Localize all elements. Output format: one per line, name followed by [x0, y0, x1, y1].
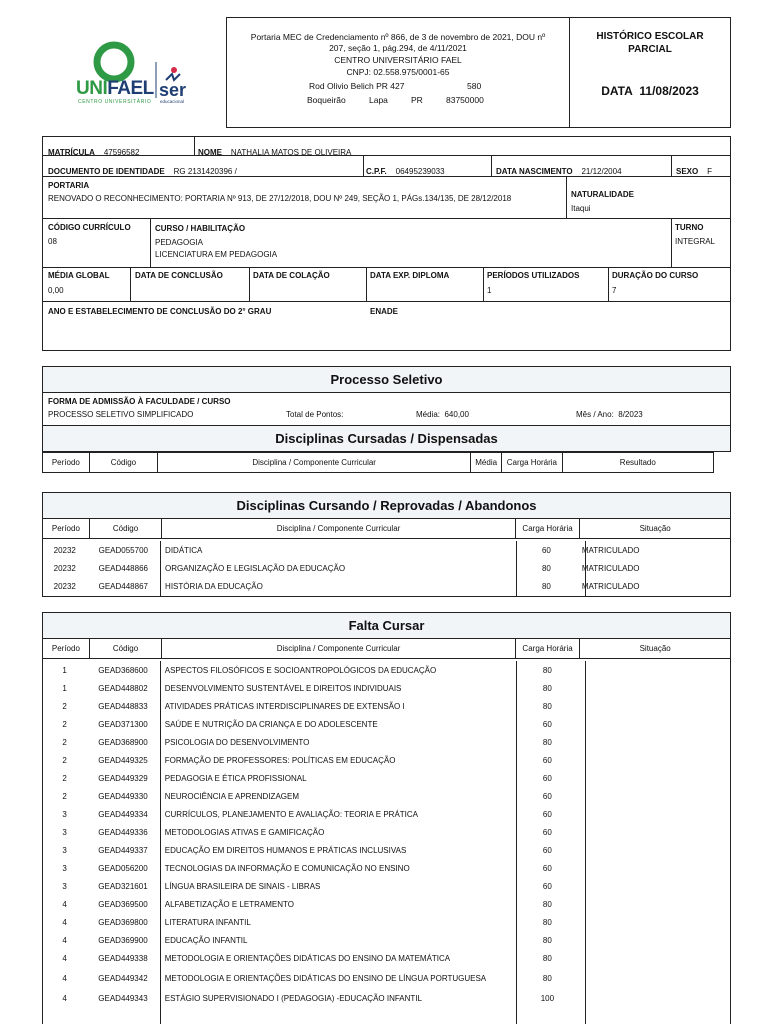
col-average: Média [471, 453, 502, 473]
hours-cell: 60 [542, 809, 552, 819]
doc-id-value: RG 2131420396 / [173, 167, 237, 176]
status-cell: MATRICULADO [581, 563, 640, 573]
table-row [42, 769, 731, 787]
doc-title-line-2: PARCIAL [628, 44, 672, 55]
enade-label: ENADE [370, 307, 399, 316]
sex-label: SEXO [676, 167, 699, 176]
period-cell: 2 [62, 755, 67, 765]
code-cell: GEAD368900 [98, 737, 148, 747]
status-cell [579, 841, 731, 859]
discipline-cell: DIDÁTICA [165, 545, 203, 555]
course-value-2: LICENCIATURA EM PEDAGOGIA [155, 250, 278, 259]
table-row [42, 859, 731, 877]
discipline-cell: ALFABETIZAÇÃO E LETRAMENTO [164, 899, 294, 909]
turno-value: INTEGRAL [675, 237, 716, 246]
code-cell: GEAD449342 [98, 973, 148, 983]
diploma-date-label: DATA EXP. DIPLOMA [370, 271, 450, 280]
cpf-value: 06495239033 [395, 167, 445, 176]
code-cell: GEAD449337 [98, 845, 148, 855]
hours-cell: 80 [542, 737, 552, 747]
table-row [42, 841, 731, 859]
remaining-courses-title: Falta Cursar [42, 612, 731, 639]
address-street: Rod Olivio Belich PR 427 [309, 81, 405, 91]
logo-subtitle: CENTRO UNIVERSITÁRIO [78, 99, 152, 105]
code-cell: GEAD449336 [98, 827, 148, 837]
discipline-cell: ORGANIZAÇÃO E LEGISLAÇÃO DA EDUCAÇÃO [165, 563, 346, 573]
table-row [42, 715, 731, 733]
portaria-value: RENOVADO O RECONHECIMENTO: PORTARIA Nº 913, DE 27/12/2018, DOU Nº 249, SEÇÃO 1, PÁGs.134/135, DE 28/12/2018 [48, 194, 512, 203]
table-row [42, 805, 731, 823]
cpf-label: C.P.F. [366, 167, 387, 176]
selection-process-title: Processo Seletivo [42, 366, 731, 393]
selection-average [416, 410, 469, 419]
course-label: CURSO / HABILITAÇÃO [155, 224, 246, 233]
code-cell: GEAD369800 [98, 917, 148, 927]
nome-field [198, 142, 351, 160]
month-year [576, 410, 643, 419]
discipline-cell: TECNOLOGIAS DA INFORMAÇÃO E COMUNICAÇÃO NO ENSINO [164, 863, 410, 873]
period-cell: 2 [62, 701, 67, 711]
graduation-date-label: DATA DE COLAÇÃO [253, 271, 330, 280]
period-cell: 3 [62, 809, 67, 819]
status-cell: MATRICULADO [581, 545, 640, 555]
period-cell: 4 [62, 973, 67, 983]
status-cell [579, 661, 731, 679]
logo-ser-sub: educacional [160, 99, 185, 104]
global-average-value: 0,00 [48, 286, 64, 295]
curriculum-code-value: 08 [48, 237, 57, 246]
hours-cell: 60 [542, 755, 552, 765]
table-row [42, 661, 731, 679]
col-status: Situação [580, 639, 731, 659]
discipline-cell: ASPECTOS FILOSÓFICOS E SOCIOANTROPOLÓGICOS DA EDUCAÇÃO [164, 665, 437, 675]
completed-courses-title: Disciplinas Cursadas / Dispensadas [42, 425, 731, 452]
table-row [42, 541, 731, 559]
curriculum-code-label: CÓDIGO CURRÍCULO [48, 223, 131, 232]
month-year-label: Mês / Ano: [576, 410, 614, 419]
code-cell: GEAD449325 [98, 755, 148, 765]
code-cell: GEAD449343 [98, 993, 148, 1003]
hours-cell: 80 [542, 701, 552, 711]
col-period: Período [43, 519, 90, 539]
col-hours: Carga Horária [515, 639, 580, 659]
table-row [42, 989, 731, 1007]
period-cell: 1 [62, 683, 67, 693]
hours-cell: 80 [542, 917, 552, 927]
hours-cell: 60 [542, 827, 552, 837]
period-cell: 2 [62, 719, 67, 729]
period-cell: 3 [62, 881, 67, 891]
period-cell: 4 [62, 899, 67, 909]
total-points-label: Total de Pontos: [286, 410, 344, 419]
col-discipline: Disciplina / Componente Curricular [158, 453, 471, 473]
hours-cell: 60 [542, 863, 552, 873]
cpf-field [366, 161, 445, 179]
code-cell: GEAD368600 [98, 665, 148, 675]
status-cell [579, 715, 731, 733]
hours-cell: 80 [542, 665, 552, 675]
month-year-value: 8/2023 [618, 410, 643, 419]
doc-title-box [569, 17, 731, 128]
col-hours: Carga Horária [502, 453, 563, 473]
course-value-1: PEDAGOGIA [155, 238, 204, 247]
period-cell: 2 [62, 773, 67, 783]
address-city: Lapa [369, 95, 388, 105]
code-cell: GEAD369500 [98, 899, 148, 909]
discipline-cell: DESENVOLVIMENTO SUSTENTÁVEL E DIREITOS INDIVIDUAIS [164, 683, 402, 693]
status-cell [579, 823, 731, 841]
hours-cell: 80 [541, 581, 551, 591]
table-row [42, 913, 731, 931]
status-cell [579, 805, 731, 823]
student-info-box [42, 136, 731, 351]
doc-title-line-1: HISTÓRICO ESCOLAR [596, 31, 704, 42]
code-cell: GEAD369900 [98, 935, 148, 945]
status-cell [579, 949, 731, 967]
code-cell: GEAD448866 [98, 563, 148, 573]
status-cell [579, 733, 731, 751]
doc-date-value: 11/08/2023 [639, 84, 699, 98]
code-cell: GEAD448833 [98, 701, 148, 711]
status-cell [579, 895, 731, 913]
discipline-cell: ESTÁGIO SUPERVISIONADO I (PEDAGOGIA) -EDUCAÇÃO INFANTIL [164, 993, 422, 1003]
hours-cell: 80 [542, 973, 552, 983]
discipline-cell: LITERATURA INFANTIL [164, 917, 251, 927]
hours-cell: 60 [542, 773, 552, 783]
institution-logo [70, 40, 190, 108]
status-cell: MATRICULADO [581, 581, 640, 591]
selection-average-label: Média: [416, 410, 441, 419]
logo-uni: UNI [76, 78, 108, 99]
table-row [42, 895, 731, 913]
completed-courses-header [42, 452, 714, 473]
discipline-cell: NEUROCIÊNCIA E APRENDIZAGEM [164, 791, 299, 801]
period-cell: 20232 [53, 581, 76, 591]
hours-cell: 80 [541, 563, 551, 573]
course-duration-label: DURAÇÃO DO CURSO [612, 271, 699, 280]
global-average-label: MÉDIA GLOBAL [48, 271, 110, 280]
current-courses-table [42, 541, 731, 595]
period-cell: 3 [62, 845, 67, 855]
table-row [42, 679, 731, 697]
hours-cell: 60 [542, 719, 552, 729]
discipline-cell: SAÚDE E NUTRIÇÃO DA CRIANÇA E DO ADOLESCENTE [164, 719, 378, 729]
col-discipline: Disciplina / Componente Curricular [162, 519, 516, 539]
code-cell: GEAD449338 [98, 953, 148, 963]
header-info-box [226, 17, 570, 128]
discipline-cell: METODOLOGIAS ATIVAS E GAMIFICAÇÃO [164, 827, 325, 837]
birth-date-field [496, 161, 622, 179]
code-cell: GEAD056200 [98, 863, 148, 873]
col-discipline: Disciplina / Componente Curricular [162, 639, 516, 659]
doc-date-label: DATA [601, 84, 633, 98]
table-row [42, 577, 731, 595]
header-info-line-4: CNPJ: 02.558.975/0001-65 [346, 67, 450, 77]
discipline-cell: EDUCAÇÃO INFANTIL [164, 935, 248, 945]
table-row [42, 931, 731, 949]
hours-cell: 60 [542, 845, 552, 855]
address-number: 580 [467, 81, 482, 91]
table-row [42, 697, 731, 715]
selection-average-value: 640,00 [444, 410, 469, 419]
admission-value: PROCESSO SELETIVO SIMPLIFICADO [48, 410, 194, 419]
period-cell: 3 [62, 827, 67, 837]
course-duration-value: 7 [612, 286, 617, 295]
discipline-cell: HISTÓRIA DA EDUCAÇÃO [165, 581, 263, 591]
col-code: Código [89, 519, 161, 539]
status-cell [579, 751, 731, 769]
periods-used-value: 1 [487, 286, 492, 295]
periods-used-label: PERÍODOS UTILIZADOS [487, 271, 580, 280]
table-row [42, 733, 731, 751]
sex-field [676, 161, 712, 179]
period-cell: 4 [62, 993, 67, 1003]
code-cell: GEAD448867 [98, 581, 148, 591]
status-cell [579, 913, 731, 931]
table-row [42, 823, 731, 841]
col-period: Período [43, 639, 90, 659]
matricula-label: MATRÍCULA [48, 148, 95, 157]
portaria-label: PORTARIA [48, 181, 90, 190]
turno-label: TURNO [675, 223, 704, 232]
table-row [42, 751, 731, 769]
birth-date-label: DATA NASCIMENTO [496, 167, 573, 176]
period-cell: 4 [62, 917, 67, 927]
current-courses-title: Disciplinas Cursando / Reprovadas / Abandonos [42, 492, 731, 519]
hours-cell: 60 [542, 791, 552, 801]
hours-cell: 60 [541, 545, 551, 555]
period-cell: 20232 [53, 563, 76, 573]
discipline-cell: EDUCAÇÃO EM DIREITOS HUMANOS E PRÁTICAS INCLUSIVAS [164, 845, 407, 855]
status-cell [579, 967, 731, 989]
col-result: Resultado [562, 453, 713, 473]
matricula-value: 47596582 [103, 148, 140, 157]
matricula-field [48, 142, 139, 160]
current-courses-header [42, 518, 731, 539]
remaining-courses-table [42, 661, 731, 1007]
sex-value: F [707, 167, 713, 176]
doc-date [570, 84, 730, 98]
code-cell: GEAD321601 [98, 881, 148, 891]
naturalidade-value: Itaqui [571, 204, 591, 213]
status-cell [579, 859, 731, 877]
code-cell: GEAD371300 [98, 719, 148, 729]
period-cell: 4 [62, 953, 67, 963]
naturalidade-label: NATURALIDADE [571, 190, 634, 199]
status-cell [579, 697, 731, 715]
status-cell [579, 989, 731, 1007]
address-zip: 83750000 [446, 95, 484, 105]
code-cell: GEAD449334 [98, 809, 148, 819]
status-cell [579, 679, 731, 697]
nome-label: NOME [198, 148, 222, 157]
discipline-cell: ATIVIDADES PRÁTICAS INTERDISCIPLINARES DE EXTENSÃO I [164, 701, 405, 711]
hours-cell: 100 [540, 993, 555, 1003]
doc-id-label: DOCUMENTO DE IDENTIDADE [48, 167, 165, 176]
selection-process-box [42, 392, 731, 426]
logo-wordmark [76, 78, 154, 100]
status-cell [579, 877, 731, 895]
high-school-label: ANO E ESTABELECIMENTO DE CONCLUSÃO DO 2° GRAU [48, 307, 272, 316]
nome-value: NATHALIA MATOS DE OLIVEIRA [230, 148, 352, 157]
period-cell: 2 [62, 737, 67, 747]
header-info-line-1: Portaria MEC de Credenciamento nº 866, de 3 de novembro de 2021, DOU nº [250, 32, 546, 42]
period-cell: 1 [62, 665, 67, 675]
header-info-line-2: 207, seção 1, pág.294, de 4/11/2021 [329, 43, 467, 53]
discipline-cell: CURRÍCULOS, PLANEJAMENTO E AVALIAÇÃO: TEORIA E PRÁTICA [164, 809, 418, 819]
conclusion-date-label: DATA DE CONCLUSÃO [135, 271, 223, 280]
hours-cell: 80 [542, 899, 552, 909]
logo-fael: FAEL [107, 78, 154, 99]
code-cell: GEAD448802 [98, 683, 148, 693]
table-row [42, 787, 731, 805]
table-row [42, 949, 731, 967]
address-state: PR [411, 95, 423, 105]
col-code: Código [89, 639, 161, 659]
discipline-cell: PEDAGOGIA E ÉTICA PROFISSIONAL [164, 773, 307, 783]
address-district: Boqueirão [307, 95, 346, 105]
period-cell: 4 [62, 935, 67, 945]
code-cell: GEAD449329 [98, 773, 148, 783]
discipline-cell: METODOLOGIA E ORIENTAÇÕES DIDÁTICAS DO ENSINO DA MATEMÁTICA [164, 953, 451, 963]
remaining-courses-header [42, 638, 731, 659]
admission-label: FORMA DE ADMISSÃO À FACULDADE / CURSO [48, 397, 231, 406]
hours-cell: 80 [542, 953, 552, 963]
hours-cell: 60 [542, 881, 552, 891]
discipline-cell: PSICOLOGIA DO DESENVOLVIMENTO [164, 737, 310, 747]
col-code: Código [89, 453, 157, 473]
header-info-line-3: CENTRO UNIVERSITÁRIO FAEL [334, 55, 462, 65]
discipline-cell: LÍNGUA BRASILEIRA DE SINAIS - LIBRAS [164, 881, 321, 891]
col-hours: Carga Horária [515, 519, 580, 539]
table-row [42, 967, 731, 989]
table-row [42, 877, 731, 895]
period-cell: 3 [62, 863, 67, 873]
status-cell [579, 769, 731, 787]
period-cell: 20232 [53, 545, 76, 555]
hours-cell: 80 [542, 683, 552, 693]
birth-date-value: 21/12/2004 [581, 167, 622, 176]
table-row [42, 559, 731, 577]
status-cell [579, 931, 731, 949]
code-cell: GEAD055700 [98, 545, 148, 555]
col-status: Situação [580, 519, 731, 539]
logo-ser: ser [159, 80, 187, 100]
hours-cell: 80 [542, 935, 552, 945]
discipline-cell: METODOLOGIA E ORIENTAÇÕES DIDÁTICAS DO ENSINO DE LÍNGUA PORTUGUESA [164, 973, 487, 983]
discipline-cell: FORMAÇÃO DE PROFESSORES: POLÍTICAS EM EDUCAÇÃO [164, 755, 396, 765]
period-cell: 2 [62, 791, 67, 801]
col-period: Período [43, 453, 90, 473]
status-cell [579, 787, 731, 805]
code-cell: GEAD449330 [98, 791, 148, 801]
doc-id-field [48, 161, 237, 179]
